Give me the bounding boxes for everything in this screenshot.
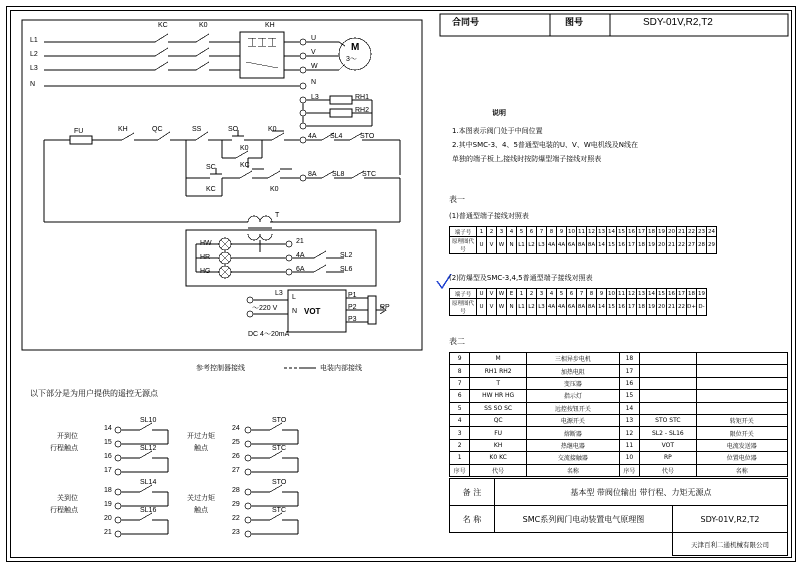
table1-row2-header: 原理图代号 — [450, 237, 477, 254]
label-kh-contact: KH — [118, 126, 128, 133]
table-row: 端子号 U V W E 1 2 3 4 5 6 7 8 9 10 11 12 13 14 15 16 17 18 19 — [450, 289, 707, 299]
remote-note: 以下部分是为用户提供的遥控无源点 — [30, 389, 158, 398]
table-row-footer: 序号 代号 名称 序号 代号 名称 — [450, 464, 788, 476]
label-sl8: SL8 — [332, 171, 345, 178]
label-qc: QC — [152, 126, 163, 133]
group4-title-line1: 关过力矩 — [187, 494, 215, 502]
notes-title: 说明 — [492, 109, 506, 117]
label-sl2: SL2 — [340, 252, 353, 259]
label-vot-p2: P2 — [348, 304, 357, 311]
table-row: 6 HW HR HG 指示灯 15 — [450, 390, 788, 402]
name-label: 名 称 — [450, 506, 495, 533]
label-8a: 8A — [308, 171, 317, 178]
title-block-company-row — [450, 533, 788, 556]
drawing-no-label: 图号 — [565, 18, 584, 28]
label-sc: SC — [206, 164, 216, 171]
label-lamp-t4a: 4A — [296, 252, 305, 259]
label-4a: 4A — [308, 133, 317, 140]
table-row: 3 FU 熔断器 12 SL2 - SL16 限位开关 — [450, 427, 788, 439]
table-row: 8 RH1 RH2 加热电阻 17 — [450, 365, 788, 377]
g4-term-29: 29 — [232, 501, 240, 508]
label-fu: FU — [74, 128, 84, 135]
contract-no-label: 合同号 — [452, 18, 480, 28]
note-line-1: 1.本图表示阀门处于中间位置 — [452, 127, 543, 135]
company-name: 天津百利二通机械有限公司 — [673, 533, 788, 556]
label-vot-p3: P3 — [348, 316, 357, 323]
label-transformer: T — [275, 212, 280, 219]
label-sl4: SL4 — [330, 133, 343, 140]
group1-title-line2: 行程触点 — [50, 444, 78, 452]
g4-term-28: 28 — [232, 487, 240, 494]
label-l1: L1 — [30, 37, 38, 44]
g4-device-sto: STO — [272, 479, 287, 486]
label-contactor-kc: KC — [158, 22, 168, 29]
label-kc-nc: KC — [206, 186, 216, 193]
label-hw: HW — [200, 240, 212, 247]
table1-caption: 表一 — [449, 195, 465, 204]
g3-term-18: 18 — [104, 487, 112, 494]
g3-term-21: 21 — [104, 529, 112, 536]
terminal-u: U — [311, 35, 317, 42]
label-vot-term-l: L — [292, 294, 296, 301]
g2-device-sto: STO — [272, 417, 287, 424]
drawing-no-value: SDY-01V,R2,T2 — [643, 17, 713, 28]
terminal-l3-heater: L3 — [311, 94, 319, 101]
group2-title-line1: 开过力矩 — [187, 432, 215, 440]
label-ss: SS — [192, 126, 202, 133]
table-row: 端子号 1 2 3 4 5 6 7 8 9 10 11 12 13 14 15 16 17 18 19 20 21 22 23 24 — [450, 227, 717, 237]
g2-term-27: 27 — [232, 467, 240, 474]
label-rp: RP — [380, 304, 390, 311]
label-vot-term-n: N — [292, 308, 298, 315]
label-relay-kh: KH — [265, 22, 275, 29]
g2-term-24: 24 — [232, 425, 240, 432]
model-value: SDY-01V,R2,T2 — [673, 506, 788, 533]
label-k0-nc2: K0 — [270, 186, 279, 193]
g1-term-15: 15 — [104, 439, 112, 446]
label-n: N — [30, 81, 36, 88]
group3-title-line2: 行程触点 — [50, 506, 78, 514]
g3-term-20: 20 — [104, 515, 112, 522]
table-row: 原理图代号 U V W N L1 L2 L3 4A 4A 6A 8A 8A 14 15 16 17 18 19 20 21 22 D+ D- — [450, 299, 707, 316]
terminal-table-standard — [449, 226, 717, 254]
label-vot-box: VOT — [304, 307, 321, 316]
table2a-row1-header: 端子号 — [450, 289, 477, 299]
g1-term-17: 17 — [104, 467, 112, 474]
label-vot-output: DC 4～20mA — [248, 331, 290, 338]
remark-value: 基本型 带阀位输出 带行程、力矩无源点 — [494, 479, 787, 506]
label-lamp-t6a: 6A — [296, 266, 305, 273]
g4-term-22: 22 — [232, 515, 240, 522]
note-line-3: 单独的端子板上,接线时按防爆型端子接线对照表 — [452, 155, 602, 163]
label-rh2: RH2 — [355, 107, 370, 114]
table-row: 4 QC 电源开关 13 STO STC 转矩开关 — [450, 414, 788, 426]
legend-controller-wiring: 参考控制器接线 — [196, 364, 245, 372]
g3-device-sl16: SL16 — [140, 507, 157, 514]
g1-term-14: 14 — [104, 425, 112, 432]
terminal-w: W — [311, 63, 318, 70]
group1-title-line1: 开到位 — [57, 432, 78, 440]
g4-device-stc: STC — [272, 507, 286, 514]
group2-title-line2: 触点 — [194, 444, 208, 452]
g3-device-sl14: SL14 — [140, 479, 157, 486]
terminal-table-explosionproof — [449, 288, 707, 316]
g2-device-stc: STC — [272, 445, 286, 452]
motor-phase: 3～ — [346, 56, 357, 63]
table1-row1-header: 端子号 — [450, 227, 477, 237]
g2-term-25: 25 — [232, 439, 240, 446]
label-sl6: SL6 — [340, 266, 353, 273]
label-sto: STO — [360, 133, 375, 140]
g1-device-sl10: SL10 — [140, 417, 157, 424]
name-value: SMC系列阀门电动装置电气原理图 — [494, 506, 672, 533]
motor-symbol: M — [351, 42, 360, 53]
label-hr: HR — [200, 254, 211, 261]
label-contactor-k0: K0 — [199, 22, 208, 29]
label-k0-nc: K0 — [268, 126, 277, 133]
table1-sub2: (2)防爆型及SMC-3,4,5普通型端子接线对照表 — [449, 274, 593, 282]
label-hg: HG — [200, 268, 211, 275]
title-block-remark-row — [450, 479, 788, 506]
title-block — [449, 478, 788, 556]
table-row: 7 T 变压器 16 — [450, 377, 788, 389]
g4-term-23: 23 — [232, 529, 240, 536]
g3-term-19: 19 — [104, 501, 112, 508]
label-vot-p1: P1 — [348, 292, 357, 299]
bom-table — [449, 352, 788, 477]
terminal-v: V — [311, 49, 316, 56]
g2-term-26: 26 — [232, 453, 240, 460]
table-row: 2 KH 热继电器 11 VOT 电流发送器 — [450, 439, 788, 451]
title-block-name-row — [450, 506, 788, 533]
table2-caption: 表二 — [449, 337, 465, 346]
table-row: 9 M 三相异步电机 18 — [450, 353, 788, 365]
group4-title-line2: 触点 — [194, 506, 208, 514]
label-lamp-t21: 21 — [296, 238, 304, 245]
note-line-2: 2.其中SMC-3、4、5普通型电装的U、V、W电机线及N线在 — [452, 141, 639, 149]
table-row: 1 K0 KC 交流接触器 10 RP 位置电位器 — [450, 452, 788, 464]
terminal-n: N — [311, 79, 317, 86]
g1-device-sl12: SL12 — [140, 445, 157, 452]
label-rh1: RH1 — [355, 94, 370, 101]
label-k0-coil: K0 — [240, 145, 249, 152]
label-l2: L2 — [30, 51, 38, 58]
table1-sub1: (1)普通型端子接线对照表 — [449, 212, 529, 220]
label-vot-supply: ～220 V — [252, 305, 278, 312]
label-l3: L3 — [30, 65, 38, 72]
label-vot-l3: L3 — [275, 290, 283, 297]
label-stc: STC — [362, 171, 376, 178]
label-kc-aux: KC — [240, 162, 250, 169]
label-so: SO — [228, 126, 239, 133]
remark-label: 备 注 — [450, 479, 495, 506]
legend-internal-wiring: 电装内部接线 — [320, 364, 362, 372]
table2a-row2-header: 原理图代号 — [450, 299, 477, 316]
table-row: 5 SS SO SC 远控按钮开关 14 — [450, 402, 788, 414]
g1-term-16: 16 — [104, 453, 112, 460]
group3-title-line1: 关到位 — [57, 494, 78, 502]
table-row: 原理图代号 U V W N L1 L2 L3 4A 4A 6A 8A 8A 14 15 16 17 18 19 20 21 22 27 28 29 — [450, 237, 717, 254]
